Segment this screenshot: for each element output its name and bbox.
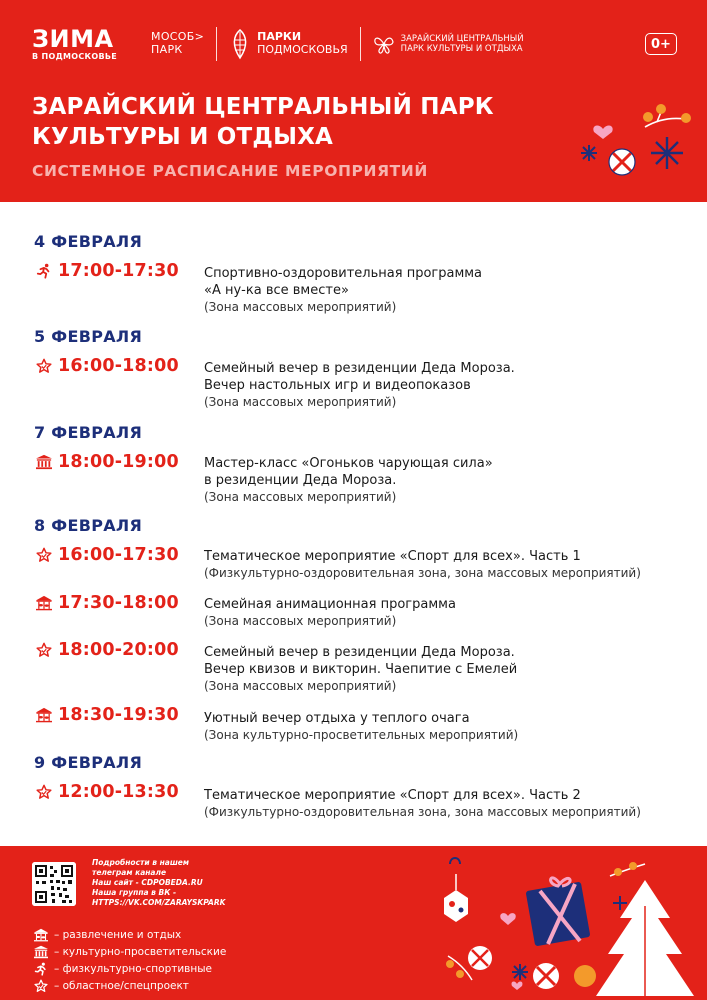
title-line1: ЗАРАЙСКИЙ ЦЕНТРАЛЬНЫЙ ПАРК bbox=[32, 94, 494, 120]
day-heading: 9 ФЕВРАЛЯ bbox=[34, 753, 143, 772]
header bbox=[0, 0, 707, 202]
berry-icon bbox=[643, 112, 653, 122]
event-time-text: 16:00-17:30 bbox=[58, 545, 179, 565]
orange-icon bbox=[574, 965, 596, 987]
legend-item bbox=[32, 926, 226, 943]
heart-icon bbox=[500, 913, 515, 925]
star-icon bbox=[32, 979, 50, 993]
schedule bbox=[0, 202, 707, 842]
event-zone: (Физкультурно-оздоровительная зона, зона массовых мероприятий) bbox=[204, 566, 641, 580]
logo-zima bbox=[32, 27, 117, 61]
legend-label: – физкультурно-спортивные bbox=[54, 962, 212, 975]
contact-line: Подробности в нашем bbox=[92, 858, 190, 867]
logo-bar bbox=[32, 24, 524, 64]
logo-parki-podmoskovya bbox=[229, 28, 348, 60]
museum-icon bbox=[34, 453, 54, 471]
museum-icon bbox=[32, 945, 50, 959]
event-zone: (Зона массовых мероприятий) bbox=[204, 614, 397, 628]
contact-line: HTTPS://VK.COM/ZARAYSKPARK bbox=[92, 898, 226, 907]
header-decoration bbox=[575, 95, 705, 195]
legend-item bbox=[32, 960, 226, 977]
logo-parki-line2: ПОДМОСКОВЬЯ bbox=[257, 43, 348, 56]
event-zone: (Зона массовых мероприятий) bbox=[204, 395, 397, 409]
heart-icon bbox=[593, 125, 612, 139]
logo-zaray-line1: ЗАРАЙСКИЙ ЦЕНТРАЛЬНЫЙ bbox=[400, 33, 524, 44]
contact-line: Наш сайт - CDPOBEDA.RU bbox=[92, 878, 203, 887]
event-time-text: 17:30-18:00 bbox=[58, 593, 179, 613]
gift-box-icon bbox=[526, 878, 591, 947]
page-title bbox=[32, 92, 494, 152]
carousel-icon bbox=[34, 706, 54, 724]
logo-zaraysk-park bbox=[373, 33, 524, 55]
legend-label: – культурно-просветительские bbox=[54, 945, 227, 958]
snowflake-icon bbox=[512, 964, 528, 980]
event-time-text: 18:00-19:00 bbox=[58, 452, 179, 472]
legend-item bbox=[32, 977, 226, 994]
event-title: Вечер квизов и викторин. Чаепитие с Емелей bbox=[204, 662, 518, 677]
footer bbox=[0, 846, 707, 1000]
event-title: «А ну-ка все вместе» bbox=[204, 283, 349, 298]
event-time-text: 18:30-19:30 bbox=[58, 705, 179, 725]
logo-mosob-line2: ПАРК bbox=[151, 43, 183, 56]
carousel-icon bbox=[34, 594, 54, 612]
legend-label: – развлечение и отдых bbox=[54, 928, 182, 941]
event-title: Семейный вечер в резиденции Деда Мороза. bbox=[204, 361, 515, 376]
contact-line: телеграм канале bbox=[92, 868, 167, 877]
event-description bbox=[204, 455, 493, 506]
event-title: Семейный вечер в резиденции Деда Мороза. bbox=[204, 645, 515, 660]
event-title: Тематическое мероприятие «Спорт для всех». Часть 1 bbox=[204, 549, 581, 564]
event-description bbox=[204, 787, 641, 821]
christmas-tree-icon bbox=[596, 880, 694, 996]
event-time bbox=[34, 593, 179, 613]
snowflake-icon bbox=[613, 896, 627, 910]
star-icon bbox=[34, 641, 54, 659]
carousel-icon bbox=[32, 928, 50, 942]
logo-zaray-line2: ПАРК КУЛЬТУРЫ И ОТДЫХА bbox=[400, 44, 523, 54]
heart-icon bbox=[512, 982, 523, 990]
event-title: Мастер-класс «Огоньков чарующая сила» bbox=[204, 456, 493, 471]
gift-icon bbox=[533, 963, 559, 989]
pinecone-icon bbox=[229, 28, 251, 60]
day-heading: 7 ФЕВРАЛЯ bbox=[34, 423, 143, 442]
event-description bbox=[204, 548, 641, 582]
age-rating-badge: 0+ bbox=[645, 33, 677, 55]
event-zone: (Зона массовых мероприятий) bbox=[204, 490, 397, 504]
berry-icon bbox=[681, 113, 691, 123]
gift-icon bbox=[609, 149, 635, 175]
butterfly-icon bbox=[373, 33, 395, 55]
page-subtitle: СИСТЕМНОЕ РАСПИСАНИЕ МЕРОПРИЯТИЙ bbox=[32, 162, 428, 180]
event-description bbox=[204, 710, 518, 744]
event-title: Спортивно-оздоровительная программа bbox=[204, 266, 483, 281]
event-title: Вечер настольных игр и видеопоказов bbox=[204, 378, 471, 393]
event-time-text: 12:00-13:30 bbox=[58, 782, 179, 802]
footer-decoration bbox=[420, 846, 707, 1000]
star-icon bbox=[34, 546, 54, 564]
title-line2: КУЛЬТУРЫ И ОТДЫХА bbox=[32, 124, 334, 150]
star-icon bbox=[34, 357, 54, 375]
event-title: Уютный вечер отдыха у теплого очага bbox=[204, 711, 470, 726]
event-time bbox=[34, 545, 179, 565]
berry-branch-icon bbox=[610, 862, 645, 876]
logo-zima-main: ЗИМА bbox=[32, 25, 114, 53]
event-time bbox=[34, 261, 179, 281]
star-icon bbox=[34, 783, 54, 801]
event-title: Семейная анимационная программа bbox=[204, 597, 456, 612]
event-time bbox=[34, 640, 179, 660]
event-description bbox=[204, 644, 517, 695]
event-zone: (Зона массовых мероприятий) bbox=[204, 679, 397, 693]
event-time bbox=[34, 356, 179, 376]
day-heading: 5 ФЕВРАЛЯ bbox=[34, 327, 143, 346]
event-zone: (Физкультурно-оздоровительная зона, зона массовых мероприятий) bbox=[204, 805, 641, 819]
event-time bbox=[34, 705, 179, 725]
snowflake-icon bbox=[581, 145, 597, 161]
day-heading: 8 ФЕВРАЛЯ bbox=[34, 516, 143, 535]
logo-divider bbox=[216, 27, 217, 61]
snowflake-icon bbox=[651, 137, 683, 169]
runner-icon bbox=[34, 262, 54, 280]
logo-mosobpark bbox=[151, 31, 204, 56]
logo-divider bbox=[360, 27, 361, 61]
gift-icon bbox=[468, 946, 492, 970]
event-time bbox=[34, 782, 179, 802]
event-time bbox=[34, 452, 179, 472]
runner-icon bbox=[32, 962, 50, 976]
event-time-text: 18:00-20:00 bbox=[58, 640, 179, 660]
event-description bbox=[204, 265, 482, 316]
event-time-text: 17:00-17:30 bbox=[58, 261, 179, 281]
berry-branch-icon bbox=[446, 956, 472, 980]
event-zone: (Зона культурно-просветительных мероприятий) bbox=[204, 728, 519, 742]
logo-mosob-line1: МОСОБ> bbox=[151, 30, 205, 44]
berry-icon bbox=[656, 104, 666, 114]
contact-info bbox=[92, 858, 225, 908]
logo-parki-line1: ПАРКИ bbox=[257, 30, 302, 44]
day-heading: 4 ФЕВРАЛЯ bbox=[34, 232, 143, 251]
ornament-icon bbox=[444, 858, 468, 922]
logo-zima-sub: В ПОДМОСКОВЬЕ bbox=[32, 52, 118, 61]
event-description bbox=[204, 596, 456, 630]
event-time-text: 16:00-18:00 bbox=[58, 356, 179, 376]
event-description bbox=[204, 360, 515, 411]
legend-item bbox=[32, 943, 226, 960]
qr-code[interactable] bbox=[32, 862, 76, 906]
event-title: в резиденции Деда Мороза. bbox=[204, 473, 397, 488]
icon-legend bbox=[32, 926, 226, 994]
event-title: Тематическое мероприятие «Спорт для всех». Часть 2 bbox=[204, 788, 581, 803]
legend-label: – областное/спецпроект bbox=[54, 979, 189, 992]
event-zone: (Зона массовых мероприятий) bbox=[204, 300, 397, 314]
contact-line: Наша группа в ВК - bbox=[92, 888, 177, 897]
